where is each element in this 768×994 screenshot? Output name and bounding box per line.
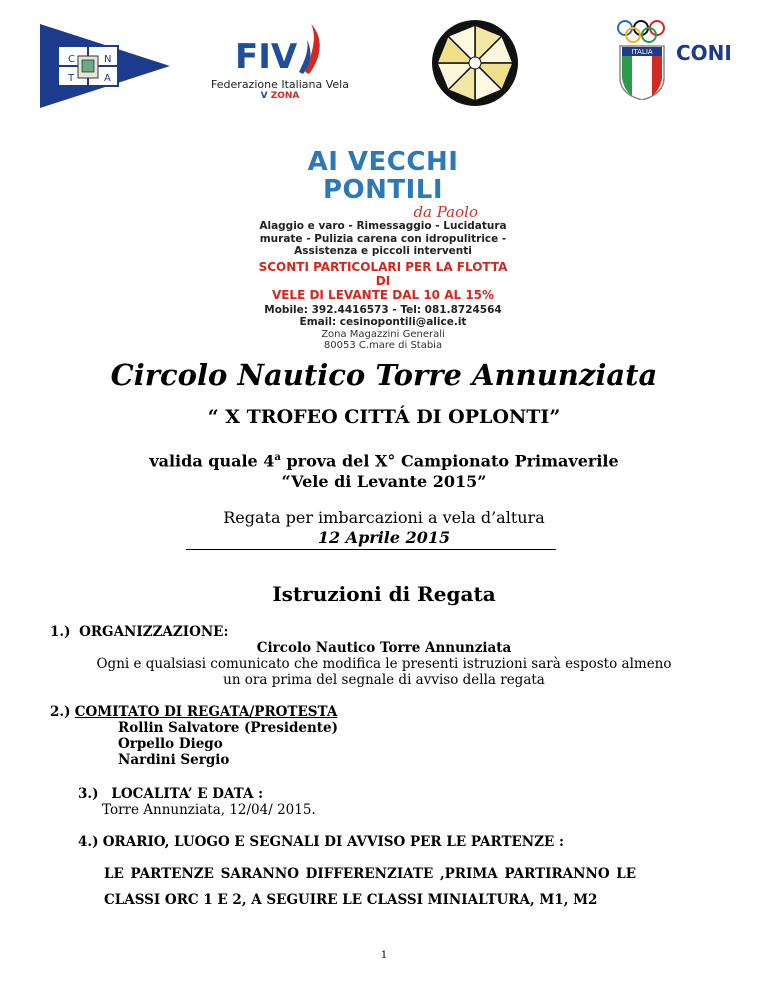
section-1-org: Circolo Nautico Torre Annunziata — [256, 640, 512, 656]
regata-block — [0, 508, 768, 548]
coni-logo — [612, 16, 742, 100]
ad-promo-line: SCONTI PARTICOLARI PER LA FLOTTA DI — [258, 259, 508, 288]
section-1-text: un ora prima del segnale di avviso della regata — [223, 672, 545, 688]
valida-block — [0, 447, 768, 492]
section-1-heading — [50, 624, 228, 640]
ad-phone: Mobile: 392.4416573 - Tel: 081.8724564 — [264, 303, 502, 316]
fiv-zone — [205, 91, 355, 101]
section-3-heading — [78, 786, 263, 802]
ad-subtitle: da Paolo — [413, 203, 478, 221]
trophy-title: “ X TROFEO CITTÁ DI OPLONTI” — [207, 406, 561, 428]
fiv-zone-v: V — [260, 91, 268, 101]
club-title: Circolo Nautico Torre Annunziata — [110, 358, 658, 392]
ad-title: AI VECCHI PONTILI — [307, 147, 459, 205]
valida-line — [0, 447, 768, 471]
committee-member: Nardini Sergio — [118, 752, 230, 768]
coni-italia: ITALIA — [631, 48, 653, 56]
ad-service-line: murate - Pulizia carena con idropulitrice - — [259, 232, 507, 245]
section-4-text: CLASSI ORC 1 E 2, A SEGUIRE LE CLASSI MINIALTURA, M1, M2 — [104, 892, 598, 908]
section-4-number: 4.) — [78, 834, 99, 850]
ad-promo-line: VELE DI LEVANTE DAL 10 AL 15% — [271, 287, 495, 302]
coni-word: CONI — [676, 41, 732, 65]
cnta-letter-t: T — [68, 73, 75, 84]
committee-member: Orpello Diego — [118, 736, 223, 752]
valida-sup: a — [274, 452, 281, 463]
fiv-mark: FIV — [235, 37, 298, 77]
section-1-title: ORGANIZZAZIONE: — [79, 624, 229, 640]
section-3-number: 3.) — [78, 786, 99, 802]
section-4-title: ORARIO, LUOGO E SEGNALI DI AVVISO PER LE PARTENZE : — [102, 834, 564, 850]
ad-address-line: 80053 C.mare di Stabia — [323, 340, 443, 351]
cnta-letter-n: N — [104, 54, 112, 65]
ad-service-line: Assistenza e piccoli interventi — [294, 245, 472, 257]
divider-line — [186, 549, 556, 550]
section-3-text: Torre Annunziata, 12/04/ 2015. — [102, 802, 316, 818]
fiv-org-name: Federazione Italiana Vela — [211, 78, 349, 91]
regata-type: Regata per imbarcazioni a vela d’altura — [223, 508, 545, 527]
page-number: 1 — [380, 950, 388, 961]
committee-member: Rollin Salvatore (Presidente) — [118, 720, 339, 736]
section-4-text: LE PARTENZE SARANNO DIFFERENZIATE ,PRIMA PARTIRANNO LE — [104, 866, 637, 882]
cnta-letter-a: A — [104, 73, 111, 84]
section-3-title: LOCALITA’ E DATA : — [111, 786, 264, 802]
section-4-heading — [78, 834, 564, 850]
fiv-logo — [205, 22, 355, 110]
cnta-logo — [40, 24, 170, 108]
section-1-text: Ogni e qualsiasi comunicato che modifica le presenti istruzioni sarà esposto almeno — [96, 656, 672, 672]
wheel-logo — [430, 18, 520, 108]
regata-date: 12 Aprile 2015 — [317, 528, 451, 547]
valida-pre: valida quale 4 — [149, 451, 275, 471]
section-1-number: 1.) — [50, 624, 71, 640]
cnta-letter-c: C — [68, 54, 75, 65]
ad-service-line: Alaggio e varo - Rimessaggio - Lucidatura — [259, 220, 507, 232]
fiv-zone-word: ZONA — [270, 91, 300, 101]
section-2-title: COMITATO DI REGATA/PROTESTA — [74, 704, 338, 720]
ad-address-line: Zona Magazzini Generali — [321, 328, 445, 340]
advertisement — [258, 147, 508, 351]
series-line: “Vele di Levante 2015” — [281, 472, 487, 492]
section-2-number: 2.) — [50, 704, 71, 720]
section-2-heading — [50, 704, 337, 720]
ad-email: Email: cesinopontili@alice.it — [299, 316, 467, 328]
valida-post: prova del X° Campionato Primaverile — [280, 451, 619, 471]
istruzioni-title: Istruzioni di Regata — [272, 582, 496, 606]
